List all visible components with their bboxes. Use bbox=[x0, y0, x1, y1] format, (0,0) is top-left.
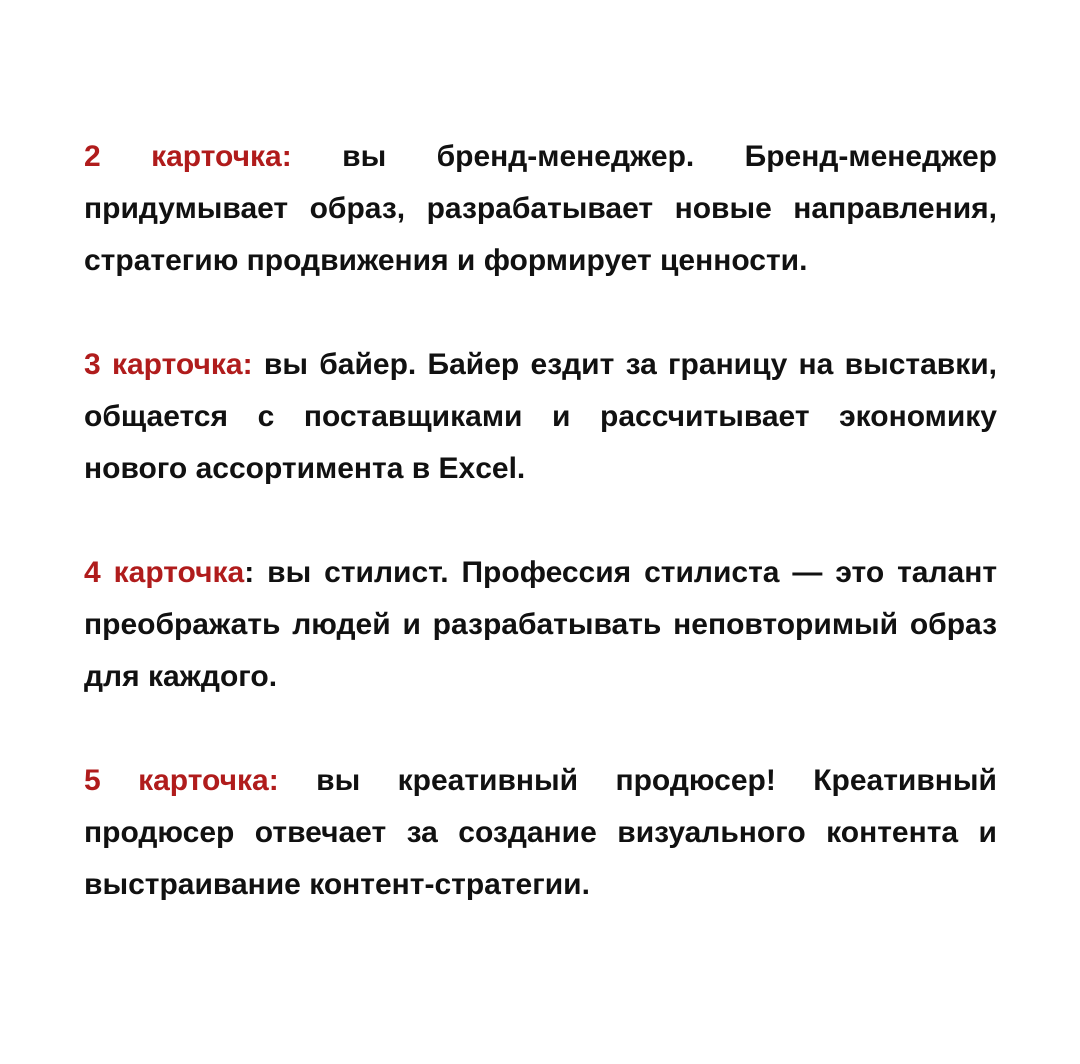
card-2-paragraph bbox=[84, 131, 997, 287]
card-5-paragraph bbox=[84, 755, 997, 911]
card-list bbox=[84, 131, 997, 911]
card-5-label: 5 карточка: bbox=[84, 764, 279, 797]
card-5-text: вы креативный продюсер! Креативный продюсер отвечает за создание визуального контента и выстраивание контент-стратегии. bbox=[84, 764, 997, 901]
card-4-paragraph bbox=[84, 547, 997, 703]
card-4-label: 4 карточка bbox=[84, 556, 245, 589]
card-3-label: 3 карточка: bbox=[84, 348, 253, 381]
card-2-label: 2 карточка: bbox=[84, 140, 292, 173]
card-3-paragraph bbox=[84, 339, 997, 495]
card-2-text: вы бренд-менеджер. Бренд-менеджер придумывает образ, разрабатывает новые направления, стратегию продвижения и формирует ценности. bbox=[84, 140, 997, 277]
card-4-text: : вы стилист. Профессия стилиста — это талант преображать людей и разрабатывать неповторимый образ для каждого. bbox=[84, 556, 998, 693]
card-3-text: вы байер. Байер ездит за границу на выставки, общается с поставщиками и рассчитывает экономику нового ассортимента в Excel. bbox=[84, 348, 997, 485]
